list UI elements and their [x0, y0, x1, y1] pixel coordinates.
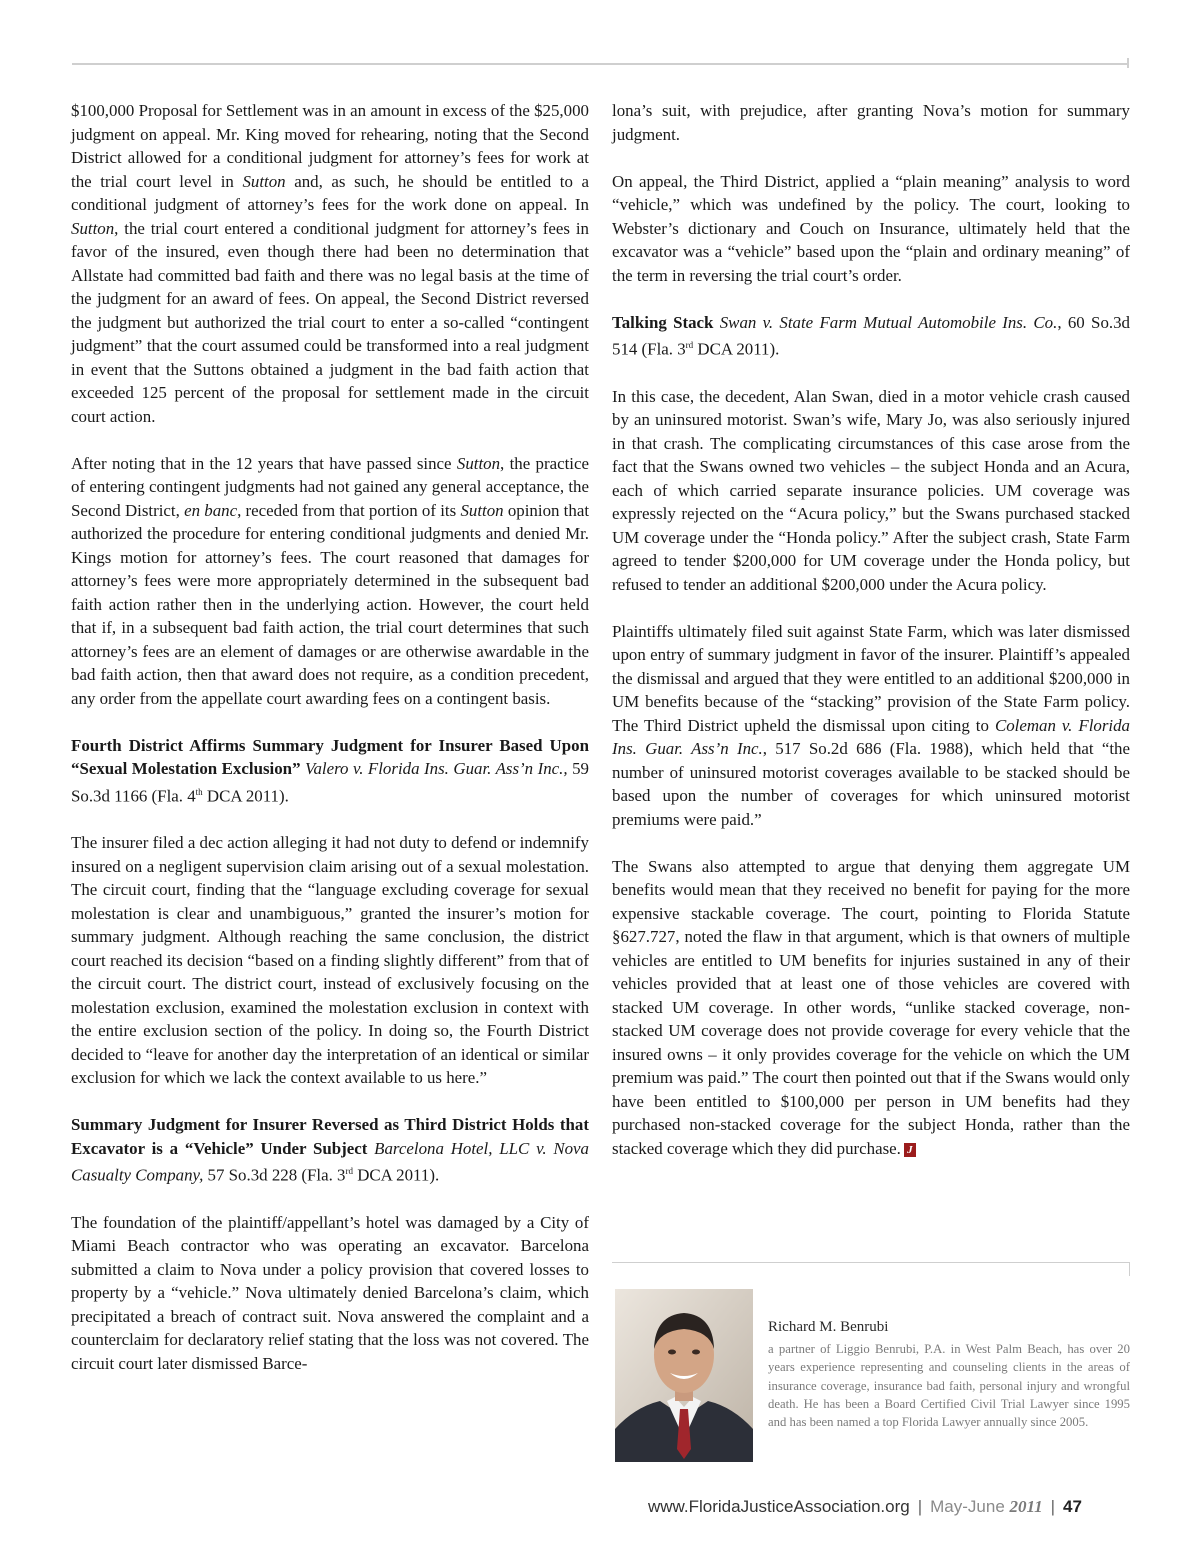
issue-date: May-June 2011	[930, 1497, 1043, 1516]
page-footer	[648, 1497, 1130, 1517]
paragraph: The insurer filed a dec action alleging it had not duty to defend or indemnify insured on a negligent supervision claim arising out of a sexual molestation. The circuit court, finding that the “language excluding coverage for sexual molestation is clear and unambiguous,” granted the insurer’s motion for summary judgment. Although reaching the same conclusion, the district court reached its decision “based on a finding slightly different” from that of the circuit court. The district court, instead of exclusively focusing on the molestation exclusion, examined the molestation exclusion in context with the entire exclusion section of the policy. In doing so, the Fourth District decided to “leave for another day the interpretation of an identical or similar exclusion for which we lack the context available to us here.”	[71, 833, 589, 1088]
bio-rule	[612, 1262, 1130, 1263]
top-rule-end	[1127, 58, 1129, 68]
author-description: a partner of Liggio Benrubi, P.A. in West Palm Beach, has over 20 years experience representing and counseling clients in the areas of insurance coverage, insurance bad faith, personal injury and wrongful death. He has been a Board Certified Civil Trial Lawyer since 1995 and has been named a top Florida Lawyer annually since 2005.	[768, 1342, 1130, 1430]
website-link[interactable]: www.FloridaJusticeAssociation.org	[648, 1497, 910, 1516]
paragraph: The foundation of the plaintiff/appellant’s hotel was damaged by a City of Miami Beach contractor who was operating an excavator. Barcelona submitted a claim to Nova under a policy provision that covered losses to property by a “vehicle.” Nova ultimately denied Barcelona’s claim, which precipitated a breach of contract suit. Nova answered the complaint and a counterclaim for declaratory relief stating that the loss was not covered. The circuit court later dismissed Barce-	[71, 1212, 589, 1373]
footer-separator: |	[917, 1497, 923, 1516]
paragraph: In this case, the decedent, Alan Swan, died in a motor vehicle crash caused by an uninsured motorist. Swan’s wife, Mary Jo, was also seriously injured in that crash. The complicating circumstances of this case arose from the fact that the Swans owned two vehicles – the subject Honda and an Acura, each of which carried separate insurance policies. UM coverage was expressly rejected on the “Acura policy,” but the Swans purchased stacked UM coverage under the “Honda policy.” After the subject crash, State Farm agreed to tender $200,000 for UM coverage under the Honda policy, but refused to tender an additional $200,000 under the Acura policy.	[612, 386, 1130, 594]
author-photo	[615, 1289, 753, 1462]
end-of-article-icon: J	[904, 1143, 916, 1157]
author-name: Richard M. Benrubi	[768, 1319, 889, 1335]
footer-separator: |	[1050, 1497, 1055, 1516]
paragraph: Plaintiffs ultimately filed suit against State Farm, which was later dismissed upon entry of summary judgment in favor of the insurer. Plaintiff’s appealed the dismissal and argued that they were entitled to an additional $200,000 in UM benefits because of the “stacking” provision of the State Farm policy. The Third District upheld the dismissal upon citing to Coleman v. Florida Ins. Guar. Ass’n Inc., 517 So.2d 686 (Fla. 1988), which held that “the number of uninsured motorist coverages available to be stacked should be based upon the number of coverages for which uninsured motorist premiums were paid.”	[612, 621, 1130, 829]
section-heading: Fourth District Affirms Summary Judgment for Insurer Based Upon “Sexual Molestation Exclusion” Valero v. Florida Ins. Guar. Ass’n Inc., 59 So.3d 1166 (Fla. 4th DCA 2011).	[71, 735, 589, 806]
author-bio	[768, 1319, 1130, 1431]
section-heading: Summary Judgment for Insurer Reversed as Third District Holds that Excavator is a “Vehicle” Under Subject Barcelona Hotel, LLC v. Nova Casualty Company, 57 So.3d 228 (Fla. 3rd DCA 2011).	[71, 1115, 589, 1185]
top-rule	[72, 63, 1128, 65]
paragraph: lona’s suit, with prejudice, after granting Nova’s motion for summary judgment.	[612, 101, 1130, 144]
left-column	[71, 99, 589, 1399]
right-column	[612, 99, 1130, 1184]
paragraph: $100,000 Proposal for Settlement was in an amount in excess of the $25,000 judgment on appeal. Mr. King moved for rehearing, noting that the Second District allowed for a conditional judgment for attorney’s fees for work at the trial court level in Sutton and, as such, he should be entitled to a conditional judgment of attorney’s fees for the work done on appeal. In Sutton, the trial court entered a conditional judgment for attorney’s fees in favor of the insured, even though there had been no determination that Allstate had committed bad faith and there was no legal basis at the time of the judgment for an award of fees. On appeal, the Second District reversed the judgment but authorized the trial court to enter a so-called “contingent judgment” that the court assumed could be transformed into a real judgment in event that the Suttons obtained a judgment in the bad faith action that exceeded 125 percent of the proposal for settlement made in the circuit court action.	[71, 101, 589, 426]
bio-rule-end	[1129, 1262, 1130, 1276]
section-heading: Talking Stack Swan v. State Farm Mutual Automobile Ins. Co., 60 So.3d 514 (Fla. 3rd DCA 2011).	[612, 312, 1130, 359]
paragraph: After noting that in the 12 years that have passed since Sutton, the practice of entering contingent judgments had not gained any general acceptance, the Second District, en banc, receded from that portion of its Sutton opinion that authorized the procedure for entering conditional judgments and denied Mr. Kings motion for attorney’s fees. The court reasoned that damages for attorney’s fees were more appropriately determined in the subsequent bad faith action rather then in the underlying action. However, the court held that if, in a subsequent bad faith action, the trial court determines that such attorney’s fees are an element of damages or are otherwise awardable in the bad faith action, then that award does not require, as a condition precedent, any order from the appellate court awarding fees on a contingent basis.	[71, 453, 590, 708]
paragraph: The Swans also attempted to argue that denying them aggregate UM benefits would mean that they received no benefit for paying for the more expensive stackable coverage. The court, pointing to Florida Statute §627.727, noted the flaw in that argument, which is that owners of multiple vehicles are entitled to UM benefits for injuries sustained in any of their vehicles provided that at least one of those vehicles are covered with stacked UM coverage. In other words, “unlike stacked coverage, non-stacked UM coverage does not provide coverage for every vehicle that the insured owns – it only provides coverage for the vehicle on which the UM premium was paid.” The court then pointed out that if the Swans would only have been entitled to $100,000 per person in UM benefits had they purchased non-stacked coverage for the subject Honda, rather than the stacked coverage which they did purchase. J	[612, 856, 1130, 1158]
page-number: 47	[1063, 1497, 1082, 1516]
paragraph: On appeal, the Third District, applied a “plain meaning” analysis to word “vehicle,” which was undefined by the policy. The court, looking to Webster’s dictionary and Couch on Insurance, ultimately held that the excavator was a “vehicle” based upon the “plain and ordinary meaning” of the term in reversing the trial court’s order.	[612, 171, 1130, 285]
